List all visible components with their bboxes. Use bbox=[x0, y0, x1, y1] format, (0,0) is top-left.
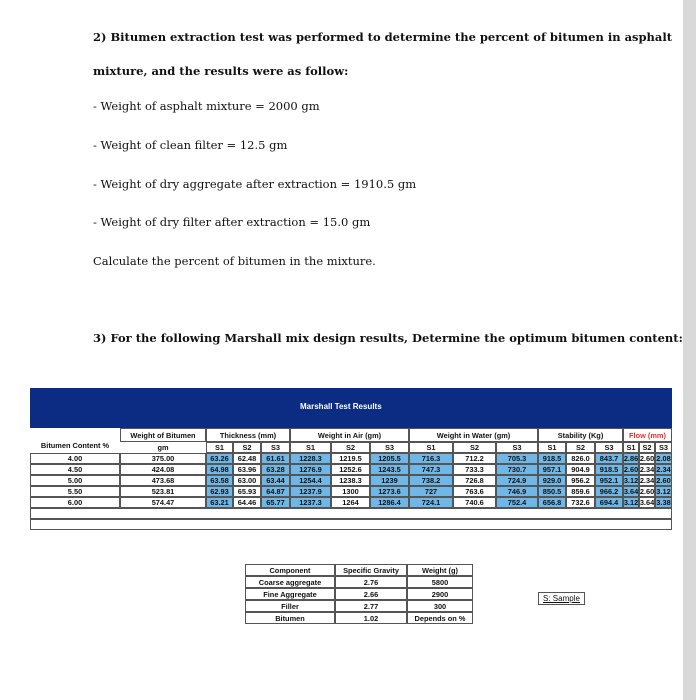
component-cell: Bitumen bbox=[245, 612, 335, 624]
row-value: 1237.9 bbox=[290, 486, 331, 497]
row-value: 2.60 bbox=[656, 476, 671, 485]
row-value: 2.34 bbox=[656, 465, 671, 474]
q2-item: - Weight of dry filter after extraction = 15.0 gm bbox=[93, 215, 371, 229]
header-weight-bitumen: Weight of Bitumen bbox=[120, 428, 206, 442]
row-value: 1243.5 bbox=[370, 464, 409, 475]
row-value: 1264 bbox=[331, 497, 370, 508]
row-value: 3.64 bbox=[623, 487, 639, 496]
header-bitumen-content: Bitumen Content % bbox=[40, 440, 110, 450]
empty-row bbox=[30, 519, 672, 530]
row-value: 2.60 bbox=[639, 454, 655, 463]
row-value: 1238.3 bbox=[331, 475, 370, 486]
row-value: 1273.6 bbox=[370, 486, 409, 497]
row-value: 2.60 bbox=[623, 465, 639, 474]
row-value: 65.77 bbox=[261, 497, 290, 508]
header-sub: S2 bbox=[566, 442, 595, 453]
row-value: 65.93 bbox=[233, 486, 261, 497]
header-sub: S1 bbox=[623, 442, 639, 453]
header-group: Thickness (mm) bbox=[206, 428, 290, 442]
header-sub: S2 bbox=[453, 442, 496, 453]
sample-note: S: Sample bbox=[538, 592, 585, 605]
header-sub: S3 bbox=[261, 442, 290, 453]
row-value: 3.38 bbox=[656, 498, 671, 507]
row-value: 2.34 bbox=[639, 465, 655, 474]
row-value: 904.9 bbox=[566, 464, 595, 475]
component-header: Weight (g) bbox=[407, 564, 473, 576]
row-value: 843.7 bbox=[595, 453, 623, 464]
row-value: 724.9 bbox=[496, 475, 538, 486]
row-bitumen-content: 4.50 bbox=[30, 464, 120, 475]
row-value: 1228.3 bbox=[290, 453, 331, 464]
row-value: 740.6 bbox=[453, 497, 496, 508]
row-value: 929.0 bbox=[538, 475, 566, 486]
row-value: 694.4 bbox=[595, 497, 623, 508]
q2-task: Calculate the percent of bitumen in the mixture. bbox=[93, 254, 376, 268]
row-value: 2.08 bbox=[656, 454, 671, 463]
row-value: 1286.4 bbox=[370, 497, 409, 508]
row-bitumen-content: 5.50 bbox=[30, 486, 120, 497]
row-value: 64.46 bbox=[233, 497, 261, 508]
header-sub: S2 bbox=[639, 442, 655, 453]
row-value: 726.8 bbox=[453, 475, 496, 486]
empty-row bbox=[30, 508, 672, 519]
row-value: 826.0 bbox=[566, 453, 595, 464]
row-value: 966.2 bbox=[595, 486, 623, 497]
row-value: 63.96 bbox=[233, 464, 261, 475]
row-value: 64.98 bbox=[206, 464, 233, 475]
row-value: 1205.5 bbox=[370, 453, 409, 464]
row-value: 63.21 bbox=[206, 497, 233, 508]
row-value: 733.3 bbox=[453, 464, 496, 475]
row-value: 957.1 bbox=[538, 464, 566, 475]
row-value: 2.86 bbox=[623, 454, 639, 463]
header-sub: S3 bbox=[370, 442, 409, 453]
q2-item: - Weight of asphalt mixture = 2000 gm bbox=[93, 99, 320, 113]
row-value: 2.34 bbox=[639, 476, 655, 485]
row-value: 62.93 bbox=[206, 486, 233, 497]
row-value: 918.5 bbox=[538, 453, 566, 464]
component-cell: 1.02 bbox=[335, 612, 407, 624]
row-value: 656.8 bbox=[538, 497, 566, 508]
row-value: 705.3 bbox=[496, 453, 538, 464]
component-header: Component bbox=[245, 564, 335, 576]
component-cell: 2900 bbox=[407, 588, 473, 600]
row-weight-bitumen: 523.81 bbox=[120, 486, 206, 497]
component-cell: Filler bbox=[245, 600, 335, 612]
row-value: 63.44 bbox=[261, 475, 290, 486]
component-cell: Depends on % bbox=[407, 612, 473, 624]
q2-line2: mixture, and the results were as follow: bbox=[93, 64, 349, 78]
header-group: Weight in Air (gm) bbox=[290, 428, 409, 442]
header-sub: S1 bbox=[206, 442, 233, 453]
row-value: 712.2 bbox=[453, 453, 496, 464]
row-value: 746.9 bbox=[496, 486, 538, 497]
header-group: Stability (Kg) bbox=[538, 428, 623, 442]
row-bitumen-content: 5.00 bbox=[30, 475, 120, 486]
component-cell: 2.66 bbox=[335, 588, 407, 600]
page-edge bbox=[683, 0, 696, 700]
marshall-title: Marshall Test Results bbox=[300, 402, 382, 411]
row-value: 1237.3 bbox=[290, 497, 331, 508]
row-value: 716.3 bbox=[409, 453, 453, 464]
row-value: 2.60 bbox=[639, 487, 655, 496]
row-value: 3.12 bbox=[656, 487, 671, 496]
marshall-banner bbox=[30, 388, 672, 428]
component-cell: Fine Aggregate bbox=[245, 588, 335, 600]
q2-item: - Weight of clean filter = 12.5 gm bbox=[93, 138, 288, 152]
row-value: 63.28 bbox=[261, 464, 290, 475]
row-weight-bitumen: 375.00 bbox=[120, 453, 206, 464]
row-value: 3.12 bbox=[623, 476, 639, 485]
row-value: 1219.5 bbox=[331, 453, 370, 464]
header-sub: S3 bbox=[496, 442, 538, 453]
row-value: 1300 bbox=[331, 486, 370, 497]
row-weight-bitumen: 473.68 bbox=[120, 475, 206, 486]
header-sub: S1 bbox=[409, 442, 453, 453]
header-sub: S3 bbox=[655, 442, 672, 453]
row-weight-bitumen: 424.08 bbox=[120, 464, 206, 475]
row-value: 1239 bbox=[370, 475, 409, 486]
row-value: 747.3 bbox=[409, 464, 453, 475]
row-value: 859.6 bbox=[566, 486, 595, 497]
row-value: 63.58 bbox=[206, 475, 233, 486]
row-value: 3.12 bbox=[623, 498, 639, 507]
q2-item: - Weight of dry aggregate after extraction = 1910.5 gm bbox=[93, 177, 417, 191]
header-group: Flow (mm) bbox=[623, 428, 672, 442]
header-sub: S2 bbox=[233, 442, 261, 453]
header-unit-gm: gm bbox=[157, 443, 169, 452]
component-cell: 300 bbox=[407, 600, 473, 612]
row-bitumen-content: 4.00 bbox=[30, 453, 120, 464]
row-value: 62.48 bbox=[233, 453, 261, 464]
row-value: 1252.6 bbox=[331, 464, 370, 475]
component-cell: 2.77 bbox=[335, 600, 407, 612]
row-value: 1254.4 bbox=[290, 475, 331, 486]
header-group: Weight in Water (gm) bbox=[409, 428, 538, 442]
row-value: 732.6 bbox=[566, 497, 595, 508]
row-value: 738.2 bbox=[409, 475, 453, 486]
header-sub: S3 bbox=[595, 442, 623, 453]
component-cell: 5800 bbox=[407, 576, 473, 588]
row-value: 61.61 bbox=[261, 453, 290, 464]
row-value: 64.87 bbox=[261, 486, 290, 497]
row-value: 730.7 bbox=[496, 464, 538, 475]
q3-title: 3) For the following Marshall mix design results, Determine the optimum bitumen content: bbox=[93, 331, 683, 345]
row-value: 1276.9 bbox=[290, 464, 331, 475]
row-value: 63.00 bbox=[233, 475, 261, 486]
row-value: 752.4 bbox=[496, 497, 538, 508]
component-header: Specific Gravity bbox=[335, 564, 407, 576]
header-sub: S1 bbox=[538, 442, 566, 453]
row-value: 3.64 bbox=[639, 498, 655, 507]
component-cell: 2.76 bbox=[335, 576, 407, 588]
row-value: 918.5 bbox=[595, 464, 623, 475]
row-value: 952.1 bbox=[595, 475, 623, 486]
row-value: 850.5 bbox=[538, 486, 566, 497]
row-bitumen-content: 6.00 bbox=[30, 497, 120, 508]
row-value: 956.2 bbox=[566, 475, 595, 486]
q2-line1: 2) Bitumen extraction test was performed to determine the percent of bitumen in asphalt bbox=[93, 30, 673, 44]
row-value: 763.6 bbox=[453, 486, 496, 497]
row-value: 724.1 bbox=[409, 497, 453, 508]
row-weight-bitumen: 574.47 bbox=[120, 497, 206, 508]
header-sub: S1 bbox=[290, 442, 331, 453]
component-cell: Coarse aggregate bbox=[245, 576, 335, 588]
row-value: 727 bbox=[409, 486, 453, 497]
header-sub: S2 bbox=[331, 442, 370, 453]
row-value: 63.26 bbox=[206, 453, 233, 464]
